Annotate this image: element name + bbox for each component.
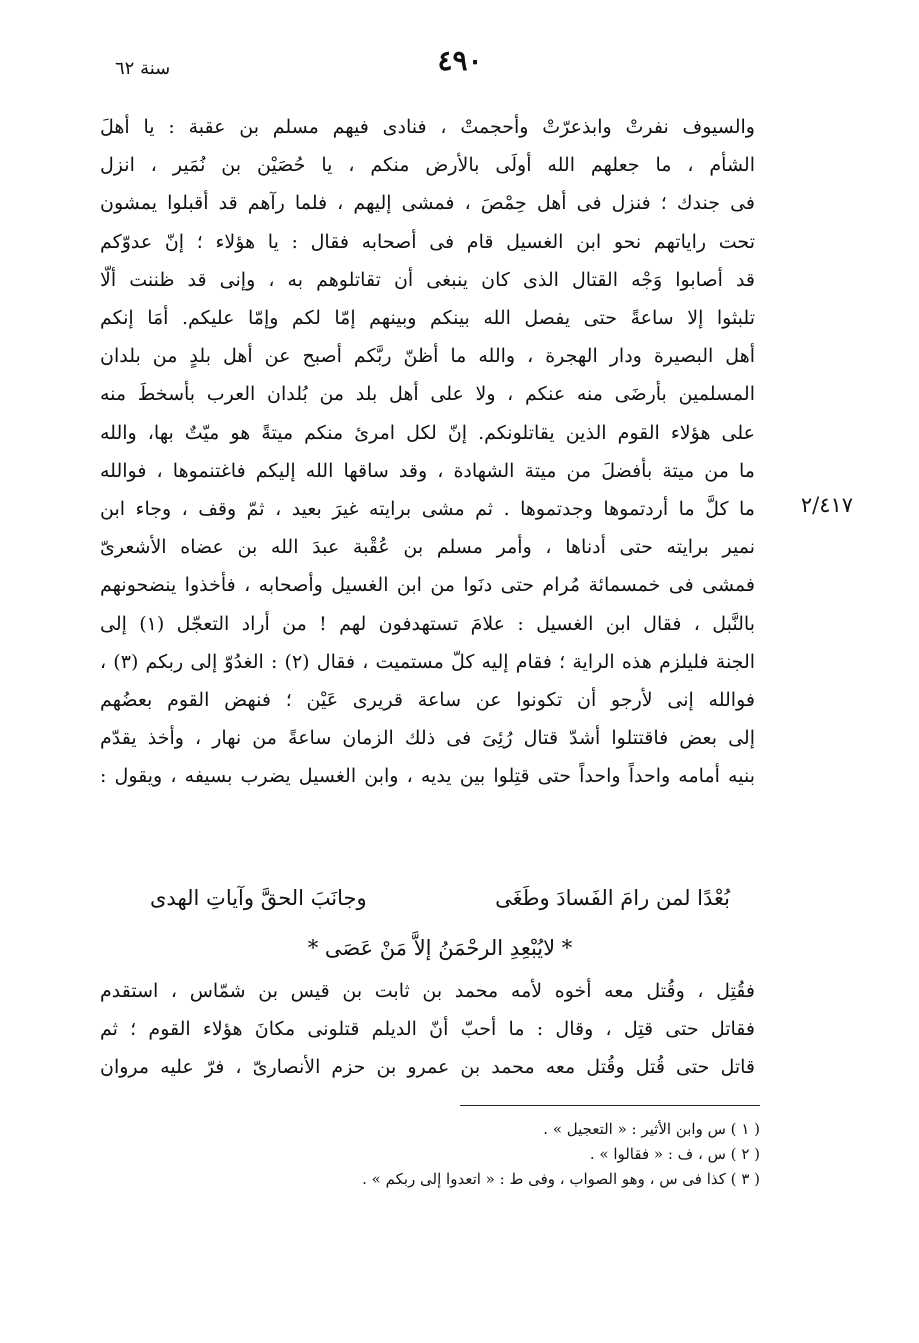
main-text (100, 108, 755, 796)
footnote: ( ٣ ) كذا فى س ، وهو الصواب ، وفى ط : « اتعدوا إلى ربكم » . (362, 1170, 760, 1188)
text-line: قاتل حتى قُتل وقُتل معه محمد بن عمرو بن حزم الأنصارىّ ، فرّ عليه مروان (100, 1056, 755, 1079)
text-line: فوالله إنى لأرجو أن تكونوا عن ساعة قريرى عَيْن ؛ فنهض القوم بعضُهم (100, 689, 755, 712)
text-line: أهل البصيرة ودار الهجرة ، والله ما أظنّ ربَّكم أصبح عن أهل بلدٍ من بلدان (100, 345, 755, 368)
verse-hemistich-first: بُعْدًا لمن رامَ الفَسادَ وطَغَى (495, 886, 730, 910)
verse-line (150, 876, 730, 920)
footnote: ( ٢ ) س ، ف : « فقالوا » . (589, 1145, 760, 1163)
text-line: الشأم ، ما جعلهم الله أولَى بالأرض منكم ، يا حُصَيْن بن نُمَير ، انزل (100, 154, 755, 177)
text-line: قد أصابوا وَجْه القتال الذى كان ينبغى أن تقاتلوهم به ، وإنى قد ظننت ألّا (100, 268, 755, 291)
text-line: ما كلَّ ما أردتموها وجدتموها . ثم مشى برايته غيرَ بعيد ، ثمّ وقف ، وجاء ابن (100, 498, 755, 521)
poem-verse (150, 876, 730, 970)
footnote-divider (460, 1105, 760, 1106)
text-line: بالنَّبل ، فقال ابن الغسيل : علامَ تستهدفون لهم ! من أراد التعجّل (١) إلى (100, 612, 755, 635)
text-line: الجنة فليلزم هذه الراية ؛ فقام إليه كلّ مستميت ، فقال (٢) : الغدُوّ إلى ربكم (٣) ، (100, 650, 755, 673)
text-line: إلى بعض فاقتتلوا أشدّ قتال رُئِىَ فى ذلك الزمان ساعةً من نهار ، وأخذ يقدّم (100, 727, 755, 750)
verse-hemistich-second: وجانَبَ الحقَّ وآياتِ الهدى (150, 886, 367, 910)
text-line: فى جندك ؛ فنزل فى أهل حِمْصَ ، فمشى إليهم ، فلما رآهم قد أقبلوا يمشون (100, 192, 755, 215)
main-text-continued (100, 972, 755, 1087)
text-line: بنيه أمامه واحداً واحداً حتى قتِلوا بين يديه ، وابن الغسيل يضرب بسيفه ، ويقول : (100, 765, 755, 788)
footnote: ( ١ ) س وابن الأثير : « التعجيل » . (543, 1120, 760, 1138)
text-line: المسلمين بأرضَى منه عنكم ، ولا على أهل بلد من بُلدان العرب بأسخطَ منه (100, 383, 755, 406)
footnotes (250, 1117, 760, 1192)
text-line: تحت راياتهم نحو ابن الغسيل قام فى أصحابه فقال : يا هؤلاء ؛ إنّ عدوّكم (100, 230, 755, 253)
text-line: تلبثوا إلا ساعةً حتى يفصل الله بينكم وبينهم إمّا لكم وإمّا عليكم. أمَا إنكم (100, 307, 755, 330)
text-line: ما من ميتة بأفضلَ من ميتة الشهادة ، وقد ساقها الله إليكم فاغتنموها ، فوالله (100, 459, 755, 482)
margin-reference: ٢/٤١٧ (800, 493, 854, 517)
page-number: ٤٩٠ (437, 44, 483, 77)
text-line: نمير برايته حتى أدناها ، وأمر مسلم بن عُقْبة عبدَ الله بن عضاه الأشعرىّ (100, 536, 755, 559)
year-header: سنة ٦٢ (115, 58, 171, 79)
text-line: على هؤلاء القوم الذين يقاتلونكم. إنّ لكل امرئ منكم ميتةً هو ميّتٌ بها، والله (100, 421, 755, 444)
text-line: فقاتل حتى قتِل ، وقال : ما أحبّ أنّ الديلم قتلونى مكانَ هؤلاء القوم ؛ ثم (100, 1018, 755, 1041)
text-line: فمشى فى خمسمائة مُرام حتى دنَوا من ابن الغسيل وأصحابه ، فأخذوا ينضحونهم (100, 574, 755, 597)
text-line: فقُتِل ، وقُتل معه أخوه لأمه محمد بن ثابت بن قيس بن شمّاس ، استقدم (100, 980, 755, 1002)
verse-line: * لايُبْعِدِ الرحْمَنُ إلاَّ مَنْ عَصَى * (307, 936, 573, 960)
text-line: والسيوف نفرتْ وابذعرّتْ وأحجمتْ ، فنادى فيهم مسلم بن عقبة : يا أهلَ (100, 116, 755, 138)
